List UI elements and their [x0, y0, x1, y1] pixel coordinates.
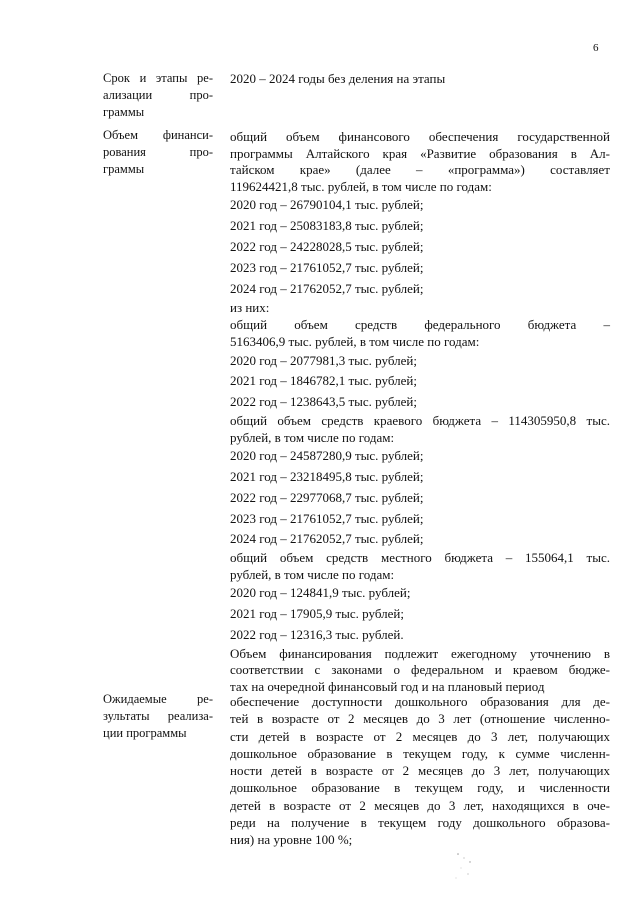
text-line: рублей, в том числе по годам:: [230, 566, 395, 582]
label-line: граммы: [103, 162, 145, 176]
funding-federal-years: [230, 351, 610, 413]
year-line: 2020 год – 124841,9 тыс. рублей;: [230, 585, 411, 601]
text-line: ности детей в возрасте от 2 месяцев до 3 лет, получающих: [230, 763, 610, 779]
row-results-label: [103, 691, 213, 742]
text-line: тей в возрасте от 2 месяцев до 3 лет (отношение численно-: [230, 711, 610, 727]
funding-total-years: [230, 195, 610, 299]
year-line: 2020 год – 24587280,9 тыс. рублей;: [230, 448, 424, 464]
text-line: дошкольное образование в текущем году, к сумме численн-: [230, 745, 610, 761]
row-terms-label: [103, 70, 213, 121]
text-line: общий объем средств федерального бюджета –: [230, 317, 610, 333]
year-line: 2023 год – 21761052,7 тыс. рублей;: [230, 510, 424, 526]
terms-text: 2020 – 2024 годы без деления на этапы: [230, 71, 446, 86]
year-line: 2021 год – 17905,9 тыс. рублей;: [230, 606, 404, 622]
label-line: Срок и этапы ре-: [103, 71, 213, 85]
year-line: 2021 год – 23218495,8 тыс. рублей;: [230, 468, 424, 484]
year-line: 2021 год – 1846782,1 тыс. рублей;: [230, 373, 417, 389]
text-line: рублей, в том числе по годам:: [230, 429, 395, 445]
year-line: 2021 год – 25083183,8 тыс. рублей;: [230, 218, 424, 234]
row-funding-label: [103, 127, 213, 178]
label-line: Ожидаемые ре-: [103, 692, 213, 706]
funding-regional-years: [230, 446, 610, 550]
label-line: Объем финанси-: [103, 128, 213, 142]
row-terms-content: [230, 70, 610, 87]
text-line: тайском крае» (далее – «программа») составляет: [230, 162, 610, 178]
year-line: 2024 год – 21762052,7 тыс. рублей;: [230, 280, 424, 296]
funding-note: [230, 646, 610, 696]
text-line: Объем финансирования подлежит ежегодному уточнению в: [230, 645, 610, 661]
year-line: 2023 год – 21761052,7 тыс. рублей;: [230, 259, 424, 275]
scan-smudge: [450, 848, 480, 888]
label-line: рования про-: [103, 145, 213, 159]
year-line: 2020 год – 2077981,3 тыс. рублей;: [230, 352, 417, 368]
funding-local: [230, 550, 610, 583]
text-line: общий объем средств краевого бюджета – 114305950,8 тыс.: [230, 412, 610, 428]
text-line: тах на очередной финансовый год и на плановый период: [230, 678, 545, 694]
label-line: зультаты реализа-: [103, 709, 213, 723]
text-line: обеспечение доступности дошкольного образования для де-: [230, 694, 610, 709]
label-line: ции программы: [103, 726, 187, 740]
text-line: ния) на уровне 100 %;: [230, 832, 353, 848]
text-line: общий объем средств местного бюджета – 155064,1 тыс.: [230, 550, 610, 566]
text-line: общий объем финансового обеспечения государственной: [230, 129, 610, 144]
of-them-text: из них:: [230, 300, 270, 316]
funding-intro: [230, 129, 610, 195]
funding-regional: [230, 413, 610, 446]
year-line: 2022 год – 24228028,5 тыс. рублей;: [230, 238, 424, 254]
text-line: реди на получение в текущем году дошкольного образова-: [230, 815, 610, 831]
text-line: программы Алтайского края «Развитие образования в Ал-: [230, 145, 610, 161]
text-line: соответствии с законами о федеральном и краевом бюдже-: [230, 662, 610, 678]
year-line: 2022 год – 22977068,7 тыс. рублей;: [230, 489, 424, 505]
label-line: ализации про-: [103, 88, 213, 102]
page-number: 6: [593, 42, 599, 54]
label-line: граммы: [103, 105, 145, 119]
row-funding-content: [230, 129, 610, 695]
funding-federal: [230, 317, 610, 350]
text-line: сти детей в возрасте от 2 месяцев до 3 лет, получающих: [230, 728, 610, 744]
row-results-content: [230, 693, 610, 849]
year-line: 2022 год – 1238643,5 тыс. рублей;: [230, 394, 417, 410]
year-line: 2022 год – 12316,3 тыс. рублей.: [230, 626, 404, 642]
text-line: 5163406,9 тыс. рублей, в том числе по годам:: [230, 333, 480, 349]
text-line: детей в возрасте от 2 месяцев до 3 лет, находящихся в оче-: [230, 797, 610, 813]
year-line: 2024 год – 21762052,7 тыс. рублей;: [230, 531, 424, 547]
text-line: дошкольное образование в текущем году, и численности: [230, 780, 610, 796]
year-line: 2020 год – 26790104,1 тыс. рублей;: [230, 197, 424, 213]
text-line: 119624421,8 тыс. рублей, в том числе по годам:: [230, 178, 492, 194]
funding-local-years: [230, 583, 610, 645]
